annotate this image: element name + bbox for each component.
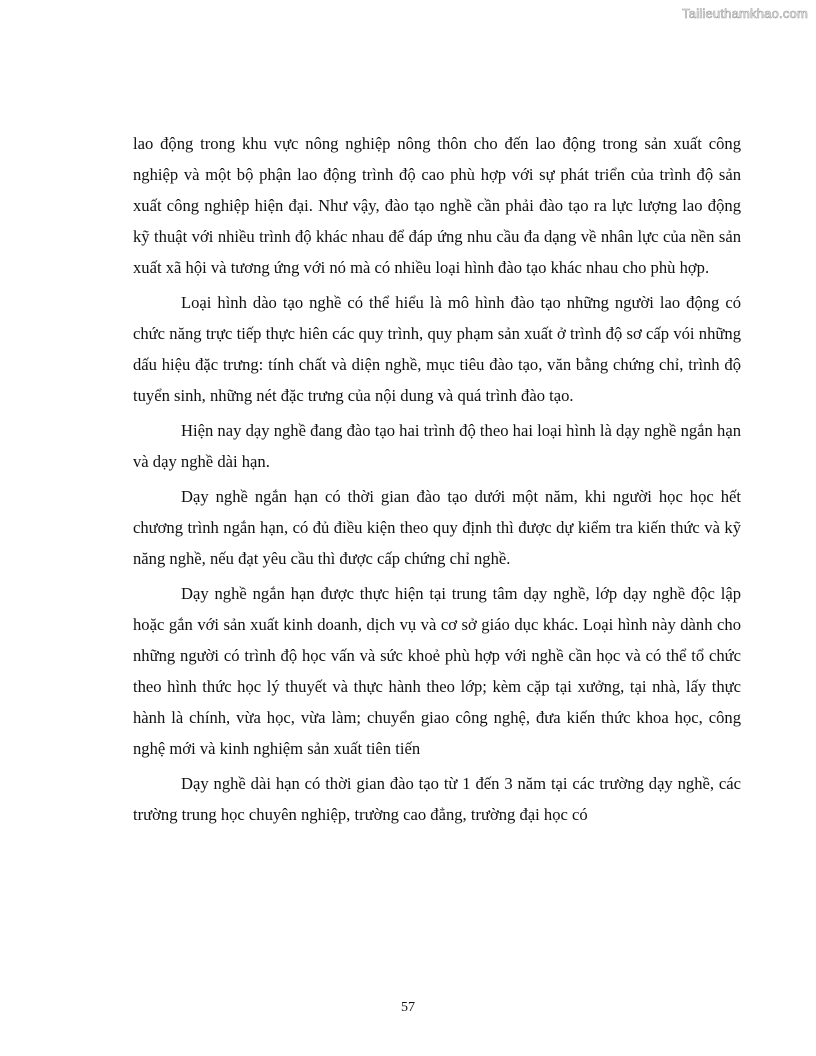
paragraph-definition: Loại hình dào tạo nghề có thể hiểu là mô hình đào tạo những người lao động có chức năng trực tiếp thực hiên các quy trình, quy phạm sản xuất ở trình độ sơ cấp vói những dấu hiệu đặc trưng: tính chất và diện nghề, mục tiêu đào tạo, văn bằng chứng chỉ, trình độ tuyển sinh, những nét đặc trưng của nội dung và quá trình đào tạo. [133,293,741,405]
document-body [133,128,741,834]
paragraph-short-term: Dạy nghề ngắn hạn có thời gian đào tạo dưới một năm, khi người học học hết chương trình ngắn hạn, có đủ điều kiện theo quy định thì được dự kiểm tra kiến thức và kỹ năng nghề, nếu đạt yêu cầu thì được cấp chứng chỉ nghề. [133,487,741,568]
paragraph-short-term-venues: Dạy nghề ngắn hạn được thực hiện tại trung tâm dạy nghề, lớp dạy nghề độc lập hoặc gắn với sản xuất kinh doanh, dịch vụ và cơ sở giáo dục khác. Loại hình này dành cho những người có trình độ học vấn và sức khoẻ phù hợp với nghề cần học và có thể tổ chức theo hình thức học lý thuyết và thực hành theo lớp; kèm cặp tại xưởng, tại nhà, lấy thực hành là chính, vừa học, vừa làm; chuyển giao công nghệ, đưa kiến thức khoa học, công nghệ mới và kinh nghiệm sản xuất tiên tiến [133,584,741,758]
paragraph-two-levels: Hiện nay dạy nghề đang đào tạo hai trình độ theo hai loại hình là dạy nghề ngắn hạn và dạy nghề dài hạn. [133,421,741,471]
paragraph-long-term: Dạy nghề dài hạn có thời gian đào tạo từ 1 đến 3 năm tại các trường dạy nghề, các trường trung học chuyên nghiệp, trường cao đẳng, trường đại học có [133,774,741,824]
watermark: Tailieuthamkhao.com [682,6,808,21]
paragraph-continuation: lao động trong khu vực nông nghiệp nông thôn cho đến lao động trong sản xuất công nghiệp và một bộ phận lao động trình độ cao phù hợp với sự phát triển của trình độ sản xuất công nghiệp hiện đại. Như vậy, đào tạo nghề cần phải đào tạo ra lực lượng lao động kỹ thuật với nhiều trình độ khác nhau để đáp ứng nhu cầu đa dạng về nhân lực của nền sản xuất xã hội và tương ứng với nó mà có nhiều loại hình đào tạo khác nhau cho phù hợp. [133,134,741,277]
page-number: 57 [401,1000,415,1015]
